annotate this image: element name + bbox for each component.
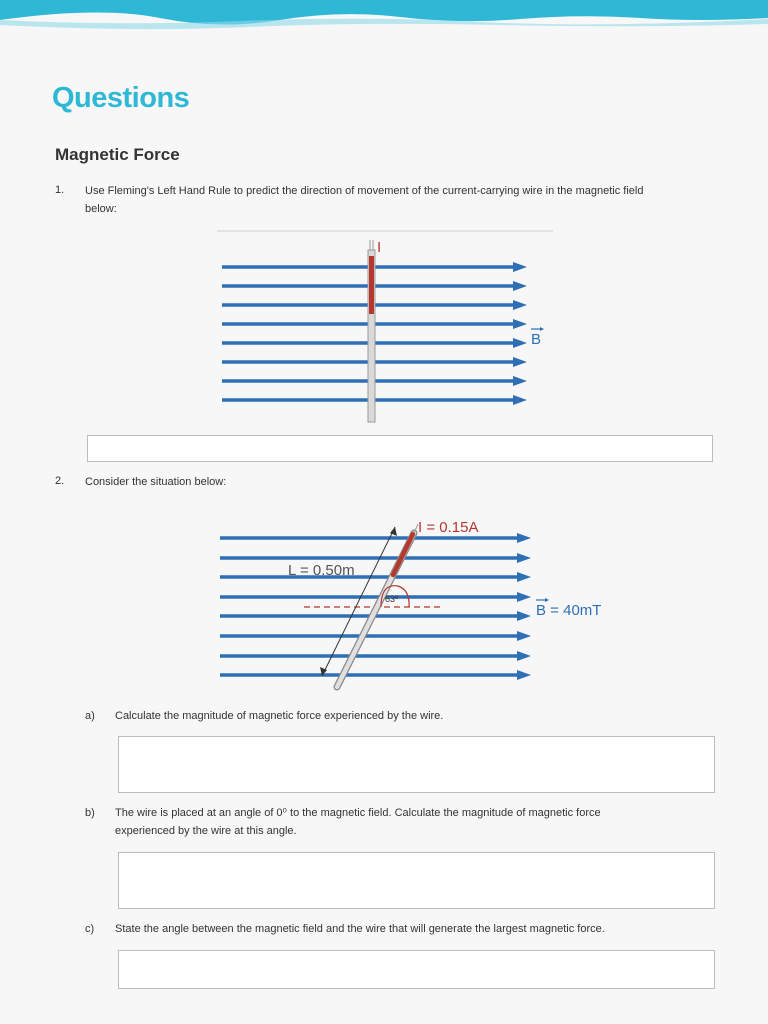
question-2-number: 2. [55,475,65,487]
field-label: B [531,331,542,348]
page-title: Questions [52,82,190,114]
current-label: I [377,239,382,256]
length-label: L = 0.50m [288,562,355,579]
part-b-answer-box[interactable] [118,852,715,909]
field-line [220,572,531,582]
field-line [220,592,531,602]
part-c-letter: c) [85,923,95,935]
field-line [220,553,531,563]
part-a-text: Calculate the magnitude of magnetic force experienced by the wire. [115,710,444,722]
section-title: Magnetic Force [55,145,180,164]
part-c-answer-box[interactable] [118,950,715,989]
inclined-wire [337,524,418,687]
question-1-text-line2: below: [85,203,117,215]
angle-label: 63º [385,594,399,604]
part-b-text-line1: The wire is placed at an angle of 0⁰ to the magnetic field. Calculate the magnitude of magnetic force [115,807,601,819]
part-b-letter: b) [85,807,95,819]
part-b-text [115,804,715,840]
field-line [220,651,531,661]
field-line [220,670,531,680]
field-line [220,533,531,543]
part-b-text-line2: experienced by the wire at this angle. [115,825,297,837]
question-1-text-line1: Use Fleming's Left Hand Rule to predict the direction of movement of the current-carrying wire in the magnetic field [85,185,644,197]
part-c-text: State the angle between the magnetic field and the wire that will generate the largest magnetic force. [115,923,605,935]
part-a-answer-box[interactable] [118,736,715,793]
field-line [220,631,531,641]
question-2-text: Consider the situation below: [85,476,227,488]
question-1-number: 1. [55,184,65,196]
part-a-letter: a) [85,710,95,722]
field-strength-label: B = 40mT [536,602,602,619]
current-value-label: I = 0.15A [418,519,479,536]
